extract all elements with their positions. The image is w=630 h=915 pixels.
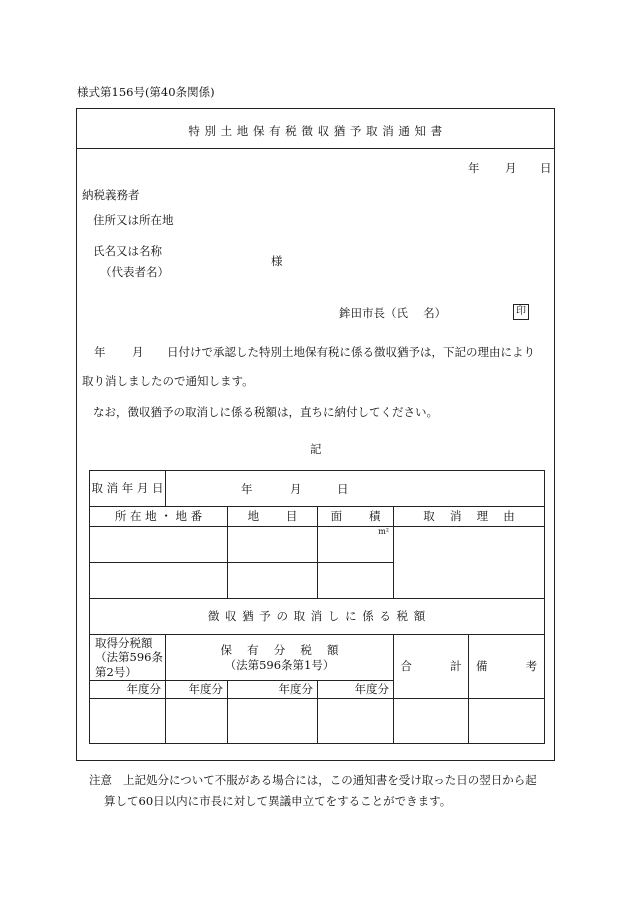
note-line2: 算して60日以内に市長に対して異議申立てをすることができます。 [104,794,452,808]
body-year: 年 [94,345,106,359]
year-portion-label: 年度分 [90,681,166,699]
name-label: 氏名又は名称 [93,244,162,258]
date-year: 年 [468,161,480,175]
body-line3: なお，徴収猶予の取消しに係る税額は，直ちに納付してください。 [93,405,438,419]
tax-section-title: 徴 収 猶 予 の 取 消 し に 係 る 税 額 [90,599,545,635]
total-label: 合 計 [394,635,469,699]
body-line2: 取り消しましたので通知します。 [82,374,254,388]
seal-mark: 印 [513,304,529,320]
land-header-row [90,507,545,527]
form-code: 様式第156号(第40条関係) [77,85,215,99]
form-title: 特 別 土 地 保 有 税 徴 収 猶 予 取 消 通 知 書 [188,124,443,138]
issuer-mayor: 鉾田市長 [339,306,385,320]
tax-section-row [90,599,545,635]
year-portion-label: 年度分 [228,681,318,699]
area-cell [318,563,394,599]
tax-amount-row [90,699,545,744]
remarks-label: 備 考 [469,635,545,699]
acq-amount-cell [90,699,166,744]
remarks-cell [469,699,545,744]
tax-header-row [90,635,545,681]
hold-tax-header [166,635,394,681]
title-divider [76,148,555,149]
body-line1: 日付けで承認した特別土地保有税に係る徴収猶予は，下記の理由により [167,345,535,359]
cancel-date-value [166,471,545,507]
area-cell [318,527,394,563]
cancel-date-label: 取 消 年 月 日 [90,471,166,507]
year-portion-label: 年度分 [318,681,394,699]
cancel-day: 日 [337,482,349,496]
hold-tax-sub: （法第596条第1号） [224,657,335,672]
hold-amount-cell [166,699,228,744]
taxpayer-label: 納税義務者 [82,188,140,202]
date-day: 日 [540,161,552,175]
note-label: 注意 [89,773,112,787]
body-month: 月 [132,345,144,359]
col-reason-header: 取 消 理 由 [394,507,545,527]
col-location-header: 所 在 地 ・ 地 番 [90,507,228,527]
acq-tax-label: 取得分税額 （法第596条 第2号） [90,635,166,681]
address-label: 住所又は所在地 [93,213,174,227]
chimoku-cell [228,527,318,563]
location-cell [90,563,228,599]
issuer-name-label: （氏 名） [385,306,447,320]
land-row [90,527,545,563]
detail-table [89,470,544,743]
hold-amount-cell [318,699,394,744]
year-portion-label: 年度分 [166,681,228,699]
chimoku-cell [228,563,318,599]
honorific: 様 [271,254,283,268]
reason-cell [394,527,545,599]
col-chimoku-header: 地 目 [228,507,318,527]
col-area-header: 面 積 [318,507,394,527]
cancel-date-row [90,471,545,507]
date-month: 月 [505,161,517,175]
hold-amount-cell [228,699,318,744]
total-amount-cell [394,699,469,744]
cancel-month: 月 [290,482,302,496]
cancel-year: 年 [241,482,253,496]
note-line1: 上記処分について不服がある場合には，この通知書を受け取った日の翌日から起 [123,773,537,787]
location-cell [90,527,228,563]
area-unit: m² [378,527,389,536]
ki-label: 記 [310,442,322,456]
representative-label: （代表者名） [100,265,169,279]
hold-tax-label: 保 有 分 税 額 [220,643,339,658]
